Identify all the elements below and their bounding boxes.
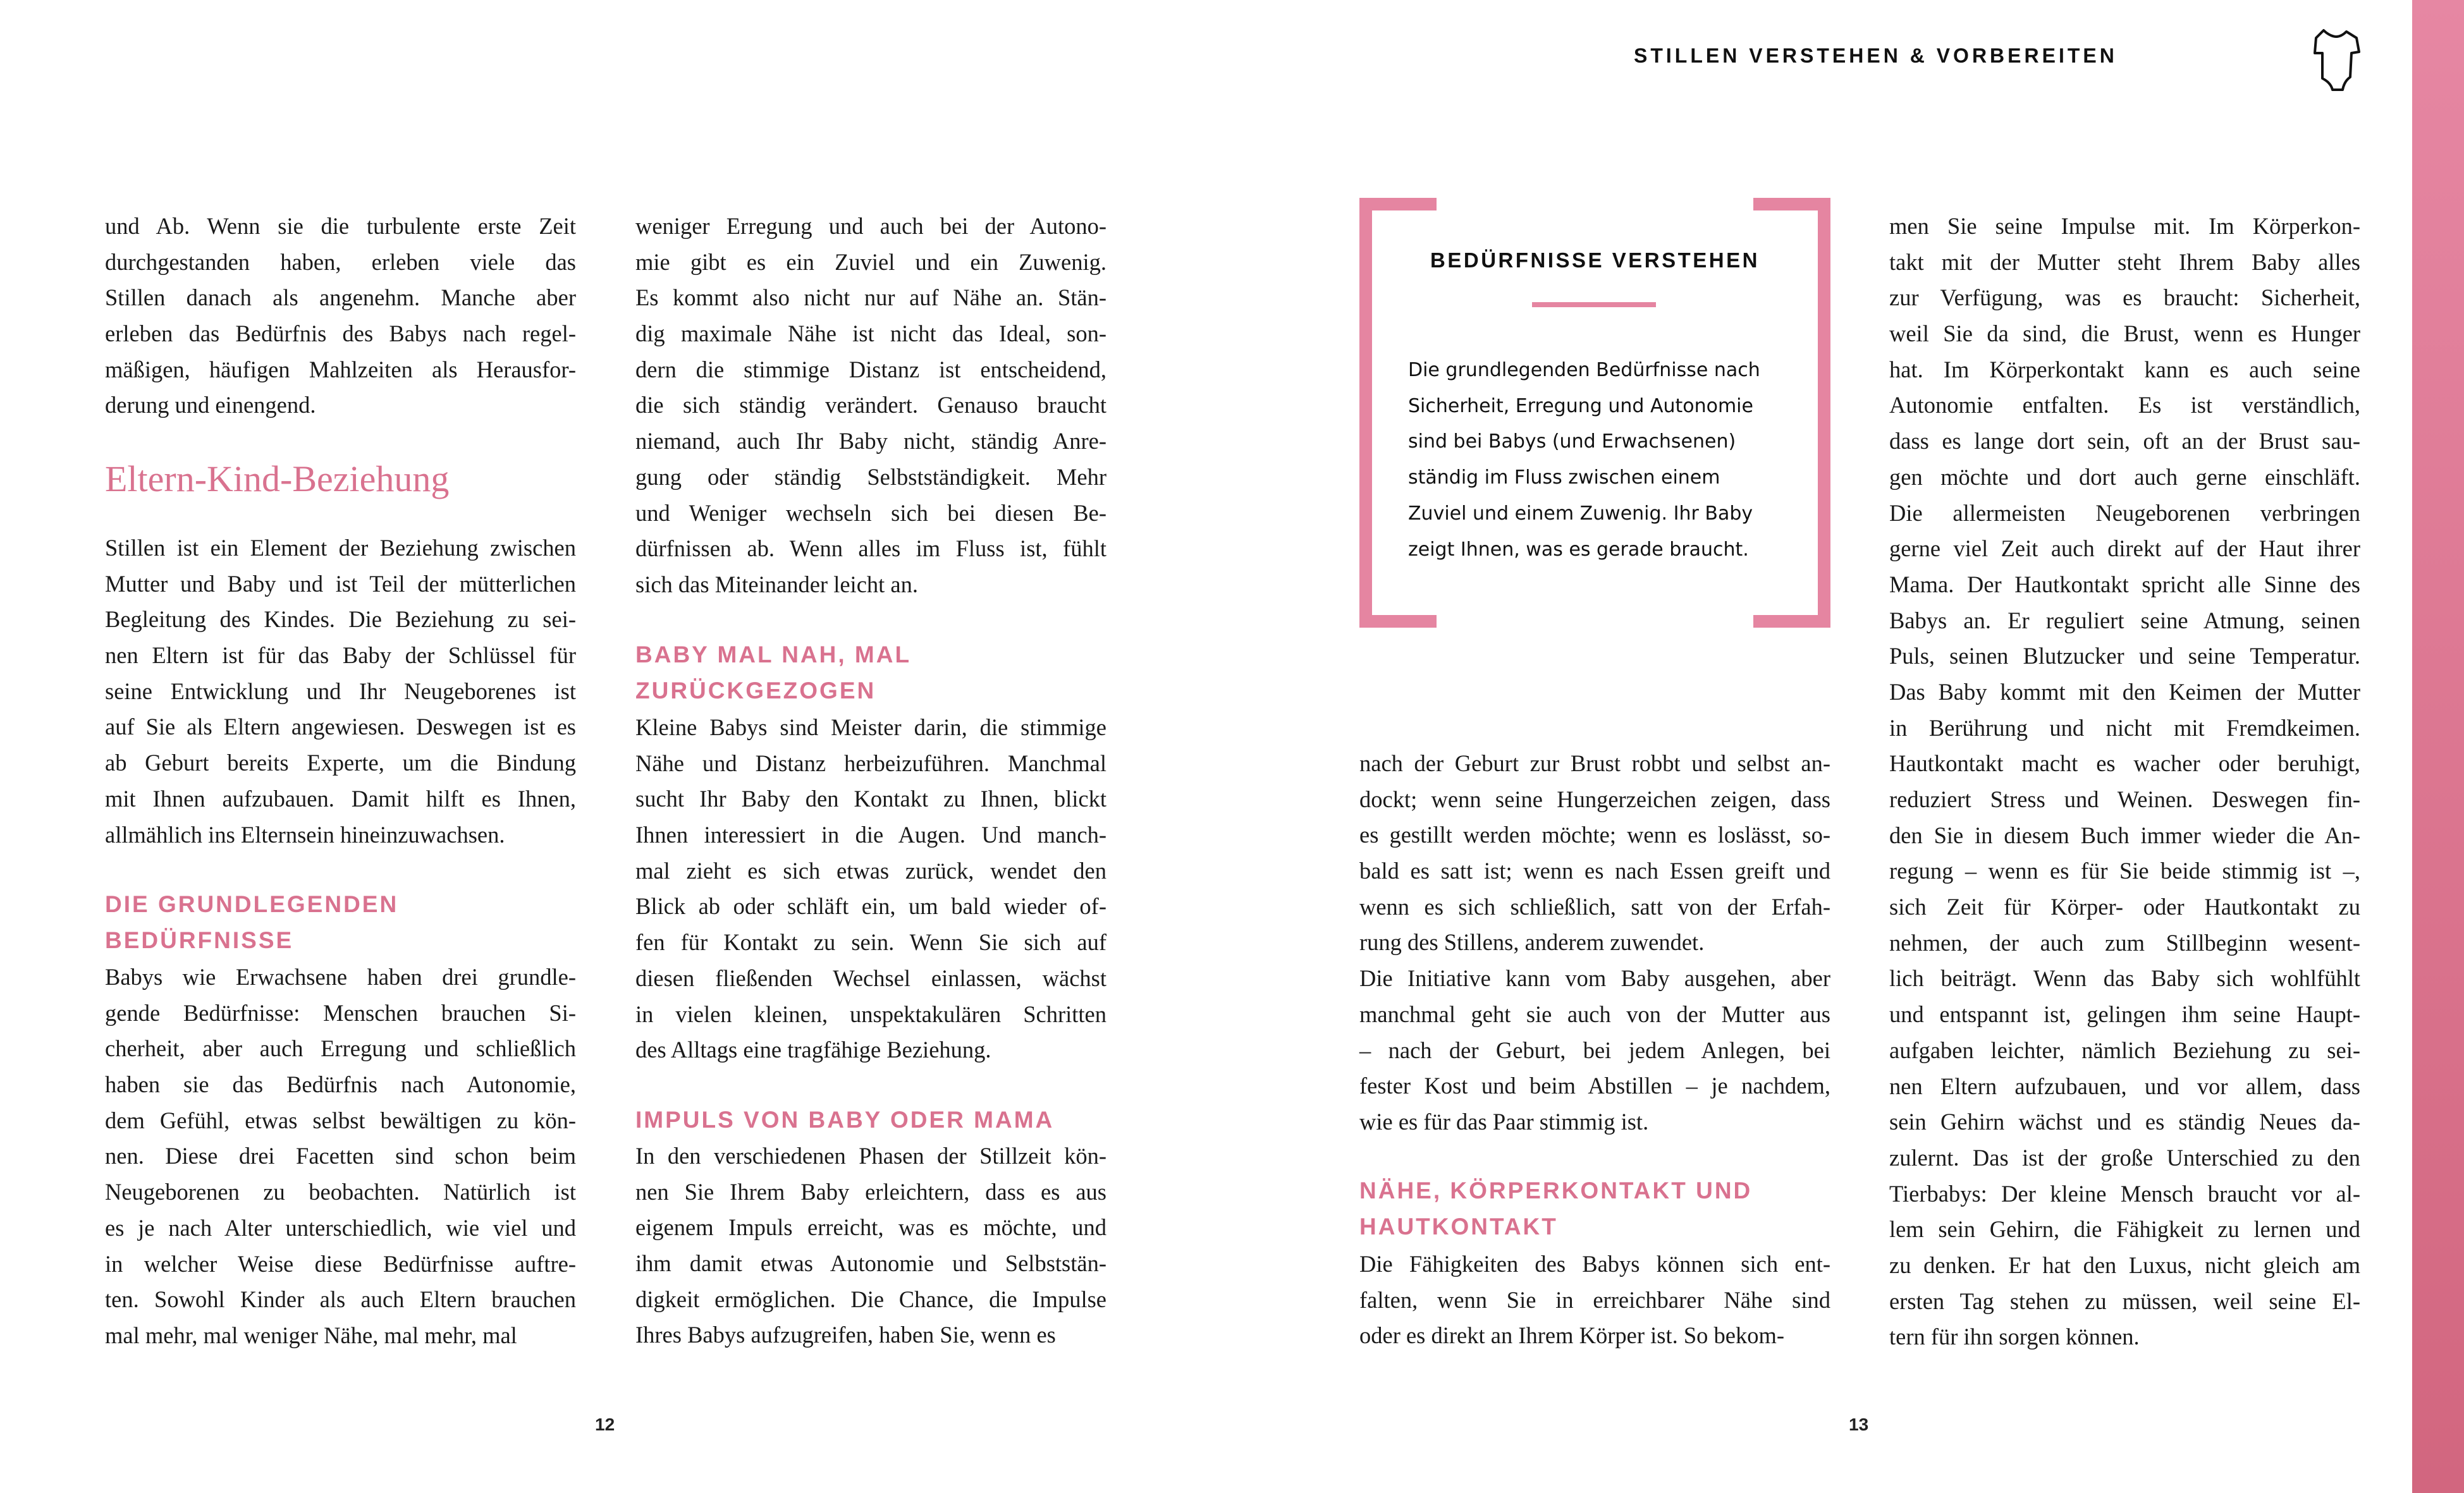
text-line: fen für Kontakt zu sein. Wenn Sie sich auf bbox=[635, 929, 1106, 956]
text-line: in welcher Weise diese Bedürfnisse auftre- bbox=[105, 1250, 576, 1277]
text-line: zur Verfügung, was es braucht: Sicherheit, bbox=[1889, 284, 2360, 311]
text-line: Das Baby kommt mit den Keimen der Mutter bbox=[1889, 678, 2360, 705]
paragraph bbox=[635, 209, 1106, 603]
text-line: sucht Ihr Baby den Kontakt zu Ihnen, blickt bbox=[635, 786, 1106, 812]
box-text bbox=[1408, 353, 1760, 568]
text-line: Tierbabys: Der kleine Mensch braucht vor al- bbox=[1889, 1180, 2360, 1207]
text-line: dig maximale Nähe ist nicht das Ideal, son- bbox=[635, 320, 1106, 347]
text-line: ihm damit etwas Autonomie und Selbststän- bbox=[635, 1250, 1106, 1277]
text-line: Nähe und Distanz herbeizuführen. Manchmal bbox=[635, 750, 1106, 776]
text-line: men Sie seine Impulse mit. Im Körperkon- bbox=[1889, 213, 2360, 239]
page-number-left: 12 bbox=[595, 1415, 615, 1434]
text-line: wenn es sich schließlich, satt von der Erfah- bbox=[1359, 893, 1830, 920]
text-line: Neugeborenen zu beobachten. Natürlich ist bbox=[105, 1179, 576, 1205]
text-line: zu denken. Er hat den Luxus, nicht gleich am bbox=[1889, 1252, 2360, 1278]
text-line: des Alltags eine tragfähige Beziehung. bbox=[635, 1037, 991, 1063]
text-line: in vielen kleinen, unspektakulären Schritten bbox=[635, 1001, 1106, 1027]
text-line: ersten Tag stehen zu müssen, weil seine El- bbox=[1889, 1288, 2360, 1314]
text-line: IMPULS VON BABY ODER MAMA bbox=[635, 1107, 1055, 1133]
text-line: gen möchte und dort auch gerne einschläft. bbox=[1889, 463, 2360, 490]
text-line: und Weniger wechseln sich bei diesen Be- bbox=[635, 499, 1106, 526]
text-line: NÄHE, KÖRPERKONTAKT UND bbox=[1359, 1178, 1753, 1204]
text-line: derung und einengend. bbox=[105, 392, 316, 418]
text-line: in Berührung und nicht mit Fremdkeimen. bbox=[1889, 714, 2360, 741]
text-line: sind bei Babys (und Erwachsenen) bbox=[1408, 430, 1736, 453]
paragraph bbox=[1359, 1246, 1830, 1354]
text-line: gung oder ständig Selbstständigkeit. Mehr bbox=[635, 463, 1106, 490]
text-line: mie gibt es ein Zuviel und ein Zuwenig. bbox=[635, 248, 1106, 275]
text-line: dürfnissen ab. Wenn alles im Fluss ist, fühlt bbox=[635, 535, 1106, 562]
text-line: BABY MAL NAH, MAL bbox=[635, 642, 912, 667]
text-line: HAUTKONTAKT bbox=[1359, 1213, 1558, 1240]
text-line: regung – wenn es für Sie beide stimmig ist –, bbox=[1889, 858, 2360, 884]
text-line: oder es direkt an Ihrem Körper ist. So bekom- bbox=[1359, 1322, 1785, 1349]
onesie-icon bbox=[2305, 27, 2368, 95]
text-line: erleben das Bedürfnis des Babys nach regel- bbox=[105, 320, 576, 347]
text-line: zulernt. Das ist der große Unterschied zu den bbox=[1889, 1144, 2360, 1171]
text-line: weil Sie da sind, die Brust, wenn es Hunger bbox=[1889, 320, 2360, 347]
text-line: ab Geburt bereits Experte, um die Bindung bbox=[105, 750, 576, 776]
subheading bbox=[1359, 1173, 1830, 1245]
text-line: nen. Diese drei Facetten sind schon beim bbox=[105, 1143, 576, 1169]
text-line: Kleine Babys sind Meister darin, die stimmige bbox=[635, 714, 1106, 740]
text-line: eigenem Impuls erreicht, was es möchte, und bbox=[635, 1214, 1106, 1241]
text-line: seine Entwicklung und Ihr Neugeborenes ist bbox=[105, 678, 576, 704]
text-line: ten. Sowohl Kinder als auch Eltern brauchen bbox=[105, 1286, 576, 1313]
text-line: digkeit ermöglichen. Die Chance, die Impulse bbox=[635, 1286, 1106, 1312]
text-line: Die Initiative kann vom Baby ausgehen, aber bbox=[1359, 965, 1830, 992]
text-line: dockt; wenn seine Hungerzeichen zeigen, dass bbox=[1359, 786, 1830, 812]
text-line: nen Eltern ist für das Baby der Schlüssel für bbox=[105, 642, 576, 669]
text-line: lem sein Gehirn, die Fähigkeit zu lernen und bbox=[1889, 1216, 2360, 1243]
paragraph bbox=[635, 1138, 1106, 1353]
bracket-right-bottom bbox=[1753, 615, 1830, 628]
text-line: und entspannt ist, gelingen ihm seine Haupt- bbox=[1889, 1001, 2360, 1028]
text-line: Stillen ist ein Element der Beziehung zwischen bbox=[105, 535, 576, 561]
text-line: dem Gefühl, etwas selbst bewältigen zu kön- bbox=[105, 1107, 576, 1133]
subheading bbox=[635, 1102, 1106, 1138]
text-line: es gestillt werden möchte; wenn es loslässt, so- bbox=[1359, 822, 1830, 848]
text-line: ständig im Fluss zwischen einem bbox=[1408, 466, 1720, 489]
text-line: takt mit der Mutter steht Ihrem Baby alles bbox=[1889, 248, 2360, 275]
text-line: Stillen danach als angenehm. Manche aber bbox=[105, 284, 576, 311]
text-line: dern die stimmige Distanz ist entscheidend, bbox=[635, 356, 1106, 382]
text-line: Ihnen interessiert in die Augen. Und manch- bbox=[635, 822, 1106, 848]
text-line: manchmal geht sie auch von der Mutter aus bbox=[1359, 1001, 1830, 1027]
text-line: bald es satt ist; wenn es nach Essen greift und bbox=[1359, 858, 1830, 884]
text-line: hat. Im Körperkontakt kann es auch seine bbox=[1889, 356, 2360, 382]
section-heading: Eltern-Kind-Beziehung bbox=[105, 458, 450, 499]
info-box bbox=[1359, 198, 1830, 628]
text-line: weniger Erregung und auch bei der Autono- bbox=[635, 213, 1106, 239]
text-line: sein Gehirn wächst und es ständig Neues da- bbox=[1889, 1109, 2360, 1135]
box-title: BEDÜRFNISSE VERSTEHEN bbox=[1430, 248, 1760, 272]
text-line: cherheit, aber auch Erregung und schließlich bbox=[105, 1035, 576, 1062]
bracket-left-top bbox=[1359, 198, 1437, 210]
text-line: Zuviel und einem Zuwenig. Ihr Baby bbox=[1408, 502, 1753, 525]
paragraph bbox=[635, 710, 1106, 1068]
text-line: falten, wenn Sie in erreichbarer Nähe sind bbox=[1359, 1286, 1830, 1313]
text-line: Es kommt also nicht nur auf Nähe an. Stän- bbox=[635, 284, 1106, 311]
text-line: Autonomie entfalten. Es ist verständlich, bbox=[1889, 392, 2360, 418]
text-line: sich das Miteinander leicht an. bbox=[635, 571, 918, 597]
text-line: nehmen, der auch zum Stillbeginn wesent- bbox=[1889, 929, 2360, 956]
text-line: durchgestanden haben, erleben viele das bbox=[105, 248, 576, 275]
text-line: mal mehr, mal weniger Nähe, mal mehr, mal bbox=[105, 1322, 517, 1348]
text-line: zeigt Ihnen, was es gerade braucht. bbox=[1408, 538, 1749, 561]
text-line: Babys an. Er reguliert seine Atmung, seinen bbox=[1889, 607, 2360, 633]
text-line: tern für ihn sorgen können. bbox=[1889, 1324, 2140, 1350]
text-line: gende Bedürfnisse: Menschen brauchen Si- bbox=[105, 999, 576, 1026]
subheading bbox=[635, 637, 1106, 709]
text-line: niemand, auch Ihr Baby nicht, ständig Anre- bbox=[635, 428, 1106, 454]
paragraph bbox=[105, 530, 576, 853]
text-line: den Sie in diesem Buch immer wieder die An- bbox=[1889, 822, 2360, 848]
running-header: STILLEN VERSTEHEN & VORBEREITEN bbox=[1634, 44, 2118, 67]
text-line: fester Kost und beim Abstillen – je nachdem, bbox=[1359, 1073, 1830, 1099]
bracket-left-bottom bbox=[1359, 615, 1437, 628]
text-line: wie es für das Paar stimmig ist. bbox=[1359, 1108, 1649, 1135]
text-line: sich Zeit für Körper- oder Hautkontakt zu bbox=[1889, 894, 2360, 920]
text-line: Hautkontakt macht es wacher oder beruhigt, bbox=[1889, 750, 2360, 777]
text-line: nen Sie Ihrem Baby erleichtern, dass es aus bbox=[635, 1178, 1106, 1205]
text-line: rung des Stillens, anderem zuwendet. bbox=[1359, 929, 1705, 956]
text-line: allmählich ins Elternsein hineinzuwachsen. bbox=[105, 821, 505, 848]
text-line: Mama. Der Hautkontakt spricht alle Sinne des bbox=[1889, 571, 2360, 597]
text-line: Begleitung des Kindes. Die Beziehung zu sei- bbox=[105, 606, 576, 633]
text-line: die sich ständig verändert. Genauso braucht bbox=[635, 392, 1106, 418]
box-divider bbox=[1532, 302, 1656, 307]
subheading bbox=[105, 887, 576, 958]
text-line: auf Sie als Eltern angewiesen. Deswegen ist es bbox=[105, 714, 576, 740]
text-line: und Ab. Wenn sie die turbulente erste Zeit bbox=[105, 213, 576, 239]
text-line: mit Ihnen aufzubauen. Damit hilft es Ihnen, bbox=[105, 785, 576, 812]
paragraph bbox=[105, 960, 576, 1354]
page-number-right: 13 bbox=[1849, 1415, 1869, 1434]
paragraph bbox=[1359, 746, 1830, 1140]
text-line: – nach der Geburt, bei jedem Anlegen, bei bbox=[1359, 1037, 1830, 1063]
text-line: Mutter und Baby und ist Teil der mütterlichen bbox=[105, 570, 576, 597]
text-line: aufgaben leichter, nämlich Beziehung zu sei- bbox=[1889, 1037, 2360, 1063]
text-line: Blick ab oder schläft ein, um bald wieder of- bbox=[635, 893, 1106, 920]
paragraph bbox=[105, 209, 576, 424]
text-line: nach der Geburt zur Brust robbt und selbst an- bbox=[1359, 750, 1830, 776]
text-line: reduziert Stress und Weinen. Deswegen fin- bbox=[1889, 786, 2360, 812]
text-line: dass es lange dort sein, oft an der Brust sau- bbox=[1889, 428, 2360, 454]
chapter-color-band bbox=[2412, 0, 2464, 1493]
text-line: ZURÜCKGEZOGEN bbox=[635, 677, 876, 704]
text-line: Puls, seinen Blutzucker und seine Temperatur. bbox=[1889, 643, 2360, 669]
text-line: In den verschiedenen Phasen der Stillzeit kön- bbox=[635, 1143, 1106, 1169]
text-line: mal zieht es sich etwas zurück, wendet den bbox=[635, 857, 1106, 884]
text-line: Sicherheit, Erregung und Autonomie bbox=[1408, 394, 1753, 417]
text-line: lich beiträgt. Wenn das Baby sich wohlfühlt bbox=[1889, 965, 2360, 992]
paragraph bbox=[1889, 209, 2360, 1355]
text-line: diesen fließenden Wechsel einlassen, wächst bbox=[635, 965, 1106, 991]
text-line: Die allermeisten Neugeborenen verbringen bbox=[1889, 499, 2360, 526]
text-line: Die Fähigkeiten des Babys können sich ent- bbox=[1359, 1251, 1830, 1277]
text-line: mäßigen, häufigen Mahlzeiten als Herausfor- bbox=[105, 356, 576, 382]
text-line: Die grundlegenden Bedürfnisse nach bbox=[1408, 359, 1760, 381]
text-line: haben sie das Bedürfnis nach Autonomie, bbox=[105, 1071, 576, 1098]
text-line: Ihres Babys aufzugreifen, haben Sie, wenn es bbox=[635, 1322, 1056, 1348]
text-line: DIE GRUNDLEGENDEN bbox=[105, 891, 399, 917]
text-line: nen Eltern aufzubauen, und vor allem, dass bbox=[1889, 1073, 2360, 1099]
text-line: es je nach Alter unterschiedlich, wie viel und bbox=[105, 1214, 576, 1241]
bracket-right-top bbox=[1753, 198, 1830, 210]
text-line: gerne viel Zeit auch direkt auf der Haut ihrer bbox=[1889, 535, 2360, 562]
text-line: Babys wie Erwachsene haben drei grundle- bbox=[105, 964, 576, 990]
text-line: BEDÜRFNISSE bbox=[105, 927, 294, 953]
